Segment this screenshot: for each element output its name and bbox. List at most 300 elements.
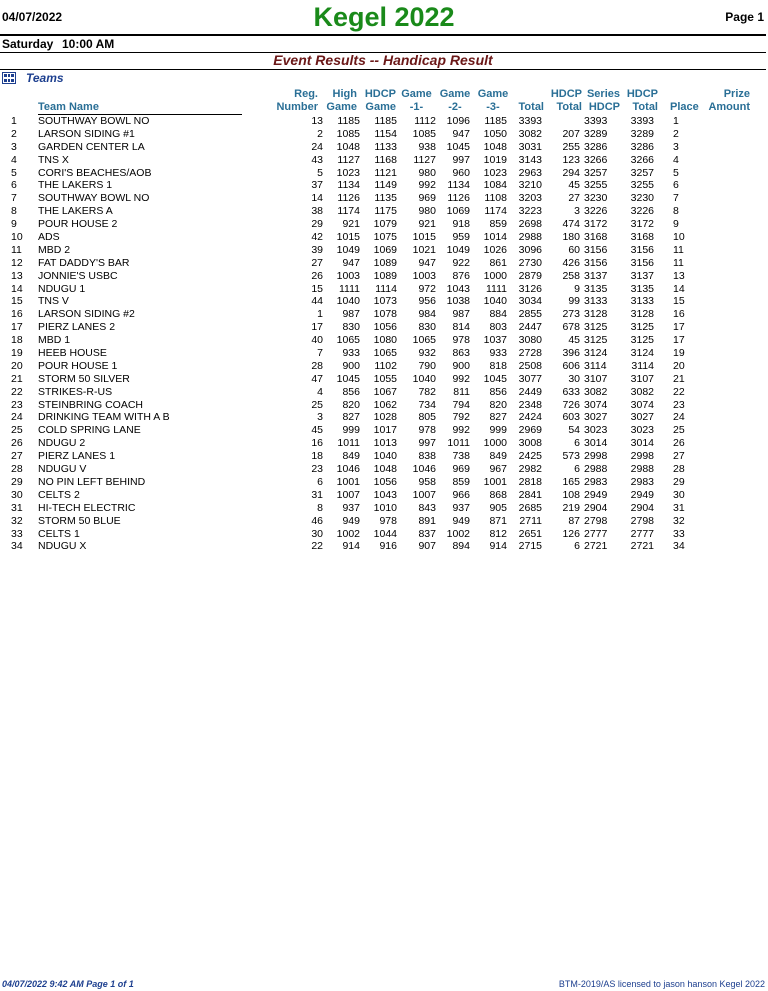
cell-game-1: 1007: [412, 488, 436, 501]
cell-high-game: 1045: [336, 372, 360, 385]
cell-reg-number: 30: [311, 527, 323, 540]
cell-rank: 10: [11, 231, 23, 244]
cell-team-name: STORM 50 SILVER: [38, 372, 130, 385]
cell-high-game: 1048: [336, 140, 360, 153]
cell-high-game: 1046: [336, 463, 360, 476]
cell-hdcp-total: 603: [562, 411, 580, 424]
cell-total: 2447: [518, 321, 542, 334]
cell-hdcp-total-2: 2721: [630, 540, 654, 553]
cell-rank: 7: [11, 192, 17, 205]
cell-rank: 26: [11, 437, 23, 450]
cell-hdcp-total-2: 3014: [630, 437, 654, 450]
cell-total: 2711: [519, 514, 542, 527]
cell-high-game: 949: [342, 514, 360, 527]
table-row: [0, 167, 768, 180]
cell-high-game: 987: [342, 308, 360, 321]
cell-hdcp-game: 1114: [375, 282, 397, 295]
cell-reg-number: 22: [311, 540, 323, 553]
cell-hdcp-game: 1073: [373, 295, 397, 308]
col-hdcp-total: HDCP Total: [550, 88, 582, 113]
cell-hdcp-total: 45: [568, 334, 580, 347]
cell-team-name: HI-TECH ELECTRIC: [38, 501, 136, 514]
cell-hdcp-total: 87: [568, 514, 580, 527]
cell-team-name: LARSON SIDING #2: [38, 308, 135, 321]
cell-series-hdcp: 2904: [584, 501, 608, 514]
cell-hdcp-total-2: 3124: [630, 347, 654, 360]
cell-game-1: 980: [418, 166, 436, 179]
cell-game-2: 894: [452, 540, 470, 553]
cell-game-1: 997: [418, 437, 436, 450]
table-row: [0, 489, 768, 502]
cell-hdcp-total-2: 3226: [630, 205, 654, 218]
cell-place: 20: [673, 359, 685, 372]
cell-hdcp-game: 1028: [373, 411, 397, 424]
cell-game-2: 992: [452, 424, 470, 437]
cell-game-2: 900: [452, 359, 470, 372]
cell-hdcp-game: 1079: [373, 218, 397, 231]
table-row: [0, 476, 768, 489]
cell-hdcp-total: 426: [562, 256, 580, 269]
cell-team-name: ADS: [38, 231, 60, 244]
cell-hdcp-game: 1154: [374, 127, 397, 140]
cell-game-1: 980: [418, 205, 436, 218]
cell-total: 2879: [518, 269, 542, 282]
cell-high-game: 999: [342, 424, 360, 437]
cell-total: 2508: [518, 359, 542, 372]
cell-total: 2449: [518, 385, 542, 398]
cell-hdcp-game: 1044: [373, 527, 397, 540]
cell-game-2: 937: [452, 501, 470, 514]
cell-reg-number: 16: [311, 437, 323, 450]
cell-game-3: 856: [489, 385, 507, 398]
cell-reg-number: 18: [311, 450, 323, 463]
cell-total: 3143: [518, 153, 542, 166]
cell-rank: 3: [11, 140, 17, 153]
cell-game-2: 876: [452, 269, 470, 282]
cell-team-name: MBD 2: [38, 243, 71, 256]
cell-high-game: 1007: [336, 488, 360, 501]
cell-game-1: 1021: [412, 243, 436, 256]
cell-game-1: 1003: [412, 269, 436, 282]
cell-place: 9: [673, 218, 679, 231]
cell-hdcp-total-2: 3393: [630, 115, 654, 127]
cell-game-3: 871: [489, 514, 507, 527]
cell-series-hdcp: 3125: [584, 334, 608, 347]
cell-place: 34: [673, 540, 685, 553]
cell-reg-number: 37: [311, 179, 323, 192]
cell-high-game: 947: [342, 256, 360, 269]
cell-hdcp-total-2: 3257: [630, 166, 654, 179]
cell-game-2: 792: [452, 411, 470, 424]
cell-team-name: LARSON SIDING #1: [38, 127, 135, 140]
cell-place: 29: [673, 475, 685, 488]
cell-total: 3096: [518, 243, 542, 256]
table-row: [0, 270, 768, 283]
cell-total: 2969: [518, 424, 542, 437]
cell-place: 33: [673, 527, 685, 540]
cell-game-1: 932: [418, 347, 436, 360]
cell-total: 3210: [518, 179, 542, 192]
cell-high-game: 1040: [336, 295, 360, 308]
cell-game-2: 863: [452, 347, 470, 360]
cell-rank: 22: [11, 385, 23, 398]
cell-hdcp-total-2: 2798: [630, 514, 654, 527]
cell-total: 2698: [518, 218, 542, 231]
cell-hdcp-game: 1017: [373, 424, 397, 437]
cell-rank: 12: [11, 256, 23, 269]
cell-hdcp-game: 1013: [373, 437, 397, 450]
cell-series-hdcp: 3168: [584, 231, 608, 244]
cell-place: 21: [673, 372, 685, 385]
cell-team-name: NDUGU X: [38, 540, 87, 553]
report-date: 04/07/2022: [2, 10, 63, 24]
table-row: [0, 450, 768, 463]
cell-hdcp-total: 60: [568, 243, 580, 256]
cell-reg-number: 25: [311, 398, 323, 411]
cell-game-1: 1040: [412, 372, 436, 385]
cell-game-2: 1045: [446, 140, 470, 153]
table-row: [0, 334, 768, 347]
cell-hdcp-game: 1056: [373, 475, 397, 488]
event-day: Saturday: [2, 37, 54, 51]
cell-game-1: 805: [418, 411, 436, 424]
cell-place: 11: [673, 243, 684, 256]
report-title: Kegel 2022: [313, 2, 455, 32]
cell-team-name: CELTS 2: [38, 488, 80, 501]
cell-place: 3: [673, 140, 679, 153]
cell-reg-number: 3: [317, 411, 323, 424]
table-row: [0, 154, 768, 167]
cell-game-2: 966: [452, 488, 470, 501]
cell-place: 10: [673, 231, 685, 244]
cell-high-game: 921: [342, 218, 360, 231]
cell-game-1: 1046: [412, 463, 436, 476]
cell-game-3: 1000: [483, 269, 507, 282]
cell-series-hdcp: 3266: [584, 153, 608, 166]
cell-series-hdcp: 2721: [584, 540, 608, 553]
cell-total: 2651: [518, 527, 542, 540]
cell-high-game: 1015: [336, 231, 360, 244]
cell-total: 3008: [518, 437, 542, 450]
cell-reg-number: 45: [311, 424, 323, 437]
footer-print-info: 04/07/2022 9:42 AM Page 1 of 1: [2, 979, 134, 989]
cell-game-1: 830: [418, 321, 436, 334]
col-game-1: Game -1-: [401, 88, 432, 113]
cell-team-name: FAT DADDY'S BAR: [38, 256, 130, 269]
cell-game-1: 956: [418, 295, 436, 308]
cell-reg-number: 40: [311, 334, 323, 347]
cell-game-3: 1040: [483, 295, 507, 308]
cell-hdcp-game: 1048: [373, 463, 397, 476]
cell-game-1: 984: [418, 308, 436, 321]
cell-series-hdcp: 3074: [584, 398, 608, 411]
cell-game-3: 1000: [483, 437, 507, 450]
cell-game-2: 918: [452, 218, 470, 231]
cell-series-hdcp: 3226: [584, 205, 608, 218]
cell-total: 3082: [518, 127, 542, 140]
cell-hdcp-game: 1102: [374, 359, 397, 372]
cell-team-name: HEEB HOUSE: [38, 347, 107, 360]
cell-place: 23: [673, 398, 685, 411]
cell-series-hdcp: 3393: [584, 115, 608, 127]
cell-series-hdcp: 3137: [584, 269, 608, 282]
table-row: [0, 141, 768, 154]
cell-hdcp-total: 30: [568, 372, 580, 385]
col-high-game: High Game: [326, 88, 357, 113]
cell-reg-number: 24: [311, 140, 323, 153]
cell-series-hdcp: 3156: [584, 243, 608, 256]
cell-team-name: DRINKING TEAM WITH A B: [38, 411, 170, 424]
cell-high-game: 1085: [336, 127, 360, 140]
cell-place: 30: [673, 488, 685, 501]
cell-place: 6: [673, 179, 679, 192]
cell-place: 19: [673, 347, 685, 360]
table-row: [0, 308, 768, 321]
cell-hdcp-total-2: 3255: [630, 179, 654, 192]
cell-game-1: 907: [418, 540, 436, 553]
cell-game-3: 884: [489, 308, 507, 321]
cell-game-1: 1085: [412, 127, 436, 140]
cell-total: 2425: [518, 450, 542, 463]
event-time: 10:00 AM: [62, 37, 115, 51]
cell-series-hdcp: 2949: [584, 488, 608, 501]
cell-hdcp-game: 916: [379, 540, 397, 553]
cell-high-game: 830: [342, 321, 360, 334]
cell-game-3: 1001: [483, 475, 507, 488]
cell-team-name: NO PIN LEFT BEHIND: [38, 475, 146, 488]
cell-hdcp-total: 108: [562, 488, 580, 501]
cell-reg-number: 28: [311, 359, 323, 372]
cell-hdcp-game: 1010: [373, 501, 397, 514]
cell-reg-number: 39: [311, 243, 323, 256]
cell-hdcp-total-2: 3286: [630, 140, 654, 153]
cell-hdcp-total-2: 3074: [630, 398, 654, 411]
col-hdcp-game: HDCP Game: [364, 88, 396, 113]
cell-hdcp-total-2: 3172: [630, 218, 654, 231]
cell-team-name: NDUGU V: [38, 463, 87, 476]
cell-hdcp-game: 1175: [374, 205, 397, 218]
cell-game-1: 734: [418, 398, 436, 411]
cell-total: 2841: [518, 488, 542, 501]
cell-team-name: COLD SPRING LANE: [38, 424, 141, 437]
cell-game-3: 803: [489, 321, 507, 334]
cell-series-hdcp: 3133: [584, 295, 608, 308]
cell-rank: 9: [11, 218, 17, 231]
cell-team-name: THE LAKERS 1: [38, 179, 113, 192]
cell-rank: 4: [11, 153, 17, 166]
cell-game-1: 1112: [414, 115, 436, 127]
cell-reg-number: 4: [317, 385, 323, 398]
cell-rank: 8: [11, 205, 17, 218]
cell-high-game: 1111: [338, 282, 360, 295]
cell-reg-number: 6: [317, 475, 323, 488]
cell-game-3: 849: [489, 450, 507, 463]
cell-game-1: 921: [418, 218, 436, 231]
cell-hdcp-game: 1040: [373, 450, 397, 463]
cell-game-3: 861: [489, 256, 507, 269]
cell-hdcp-total-2: 3168: [630, 231, 654, 244]
table-row: [0, 231, 768, 244]
cell-hdcp-total: 219: [562, 501, 580, 514]
cell-game-1: 972: [418, 282, 436, 295]
teams-grid-icon: [2, 72, 16, 84]
cell-hdcp-game: 1168: [374, 153, 397, 166]
cell-high-game: 1065: [336, 334, 360, 347]
cell-game-1: 958: [418, 475, 436, 488]
cell-hdcp-total: 573: [562, 450, 580, 463]
cell-rank: 16: [11, 308, 23, 321]
cell-place: 5: [673, 166, 679, 179]
cell-reg-number: 23: [311, 463, 323, 476]
cell-game-2: 1011: [447, 437, 470, 450]
cell-reg-number: 13: [311, 115, 323, 127]
cell-reg-number: 42: [311, 231, 323, 244]
cell-game-2: 1134: [447, 179, 470, 192]
cell-game-2: 1038: [446, 295, 470, 308]
cell-game-1: 992: [418, 179, 436, 192]
cell-place: 24: [673, 411, 685, 424]
cell-high-game: 1049: [336, 243, 360, 256]
cell-total: 2685: [518, 501, 542, 514]
cell-game-3: 1019: [483, 153, 507, 166]
cell-place: 32: [673, 514, 685, 527]
cell-hdcp-total: 294: [562, 166, 580, 179]
cell-reg-number: 8: [317, 501, 323, 514]
cell-hdcp-game: 1056: [373, 321, 397, 334]
cell-hdcp-game: 1062: [373, 398, 397, 411]
cell-game-1: 969: [418, 192, 436, 205]
cell-series-hdcp: 2983: [584, 475, 608, 488]
cell-hdcp-total: 396: [562, 347, 580, 360]
cell-game-3: 1014: [483, 231, 507, 244]
cell-high-game: 1127: [337, 153, 360, 166]
cell-game-2: 922: [452, 256, 470, 269]
cell-place: 16: [673, 308, 685, 321]
cell-team-name: GARDEN CENTER LA: [38, 140, 145, 153]
cell-total: 3077: [518, 372, 542, 385]
col-place: Place: [670, 101, 699, 113]
cell-reg-number: 15: [311, 282, 323, 295]
cell-game-2: 992: [452, 372, 470, 385]
cell-hdcp-game: 1043: [373, 488, 397, 501]
cell-hdcp-total-2: 3135: [630, 282, 654, 295]
cell-game-1: 782: [418, 385, 436, 398]
cell-total: 2730: [518, 256, 542, 269]
cell-game-3: 1174: [484, 205, 507, 218]
cell-game-2: 959: [452, 231, 470, 244]
cell-team-name: PIERZ LANES 1: [38, 450, 116, 463]
cell-hdcp-game: 1149: [374, 179, 397, 192]
col-reg-number: Reg. Number: [276, 88, 318, 113]
cell-game-2: 1069: [446, 205, 470, 218]
cell-hdcp-total-2: 3230: [630, 192, 654, 205]
cell-game-2: 1096: [446, 115, 470, 127]
cell-total: 3034: [518, 295, 542, 308]
cell-high-game: 900: [342, 359, 360, 372]
cell-game-1: 838: [418, 450, 436, 463]
cell-hdcp-total-2: 3128: [630, 308, 654, 321]
cell-hdcp-game: 1089: [373, 269, 397, 282]
cell-place: 17: [673, 334, 685, 347]
cell-game-3: 1050: [483, 127, 507, 140]
cell-game-1: 1065: [412, 334, 436, 347]
cell-game-3: 1048: [483, 140, 507, 153]
cell-hdcp-total: 27: [568, 192, 580, 205]
cell-hdcp-total: 123: [562, 153, 580, 166]
cell-high-game: 1011: [337, 437, 360, 450]
event-title: Event Results -- Handicap Result: [273, 52, 493, 68]
table-row: [0, 502, 768, 515]
cell-rank: 33: [11, 527, 23, 540]
table-row: [0, 463, 768, 476]
cell-rank: 17: [11, 321, 23, 334]
cell-hdcp-game: 1080: [373, 334, 397, 347]
cell-hdcp-total: 9: [574, 282, 580, 295]
cell-team-name: TNS V: [38, 295, 69, 308]
col-total: Total: [518, 101, 544, 113]
cell-hdcp-total: 678: [562, 321, 580, 334]
cell-game-2: 947: [452, 127, 470, 140]
cell-hdcp-total-2: 2988: [630, 463, 654, 476]
cell-place: 11: [673, 256, 684, 269]
header-divider: [0, 34, 766, 36]
cell-hdcp-game: 978: [379, 514, 397, 527]
cell-hdcp-total-2: 3027: [630, 411, 654, 424]
cell-high-game: 933: [342, 347, 360, 360]
cell-hdcp-total-2: 3137: [630, 269, 654, 282]
cell-series-hdcp: 3172: [584, 218, 608, 231]
cell-rank: 23: [11, 398, 23, 411]
cell-rank: 29: [11, 475, 23, 488]
cell-hdcp-game: 1089: [373, 256, 397, 269]
cell-reg-number: 7: [317, 347, 323, 360]
cell-game-3: 1111: [485, 282, 507, 295]
page-number: Page 1: [725, 10, 764, 24]
cell-hdcp-total: 6: [574, 463, 580, 476]
cell-rank: 27: [11, 450, 23, 463]
cell-hdcp-total: 3: [574, 205, 580, 218]
cell-game-2: 1043: [446, 282, 470, 295]
table-row: [0, 205, 768, 218]
cell-hdcp-total: 6: [574, 437, 580, 450]
cell-game-1: 938: [418, 140, 436, 153]
cell-team-name: THE LAKERS A: [38, 205, 113, 218]
cell-hdcp-total-2: 3156: [630, 256, 654, 269]
cell-place: 22: [673, 385, 685, 398]
cell-rank: 6: [11, 179, 17, 192]
cell-series-hdcp: 2998: [584, 450, 608, 463]
cell-team-name: MBD 1: [38, 334, 71, 347]
cell-hdcp-game: 1069: [373, 243, 397, 256]
cell-reg-number: 5: [317, 166, 323, 179]
cell-series-hdcp: 3286: [584, 140, 608, 153]
cell-series-hdcp: 3114: [584, 359, 607, 372]
cell-place: 13: [673, 269, 685, 282]
cell-reg-number: 14: [311, 192, 323, 205]
cell-hdcp-total-2: 3125: [630, 334, 654, 347]
cell-total: 3393: [518, 115, 542, 127]
table-row: [0, 399, 768, 412]
cell-rank: 21: [11, 372, 23, 385]
cell-hdcp-total: 474: [562, 218, 580, 231]
cell-hdcp-total-2: 2904: [630, 501, 654, 514]
cell-rank: 30: [11, 488, 23, 501]
cell-hdcp-game: 1135: [374, 192, 397, 205]
cell-high-game: 1126: [337, 192, 360, 205]
cell-series-hdcp: 3255: [584, 179, 608, 192]
cell-reg-number: 1: [317, 308, 323, 321]
col-game-2: Game -2-: [439, 88, 471, 113]
